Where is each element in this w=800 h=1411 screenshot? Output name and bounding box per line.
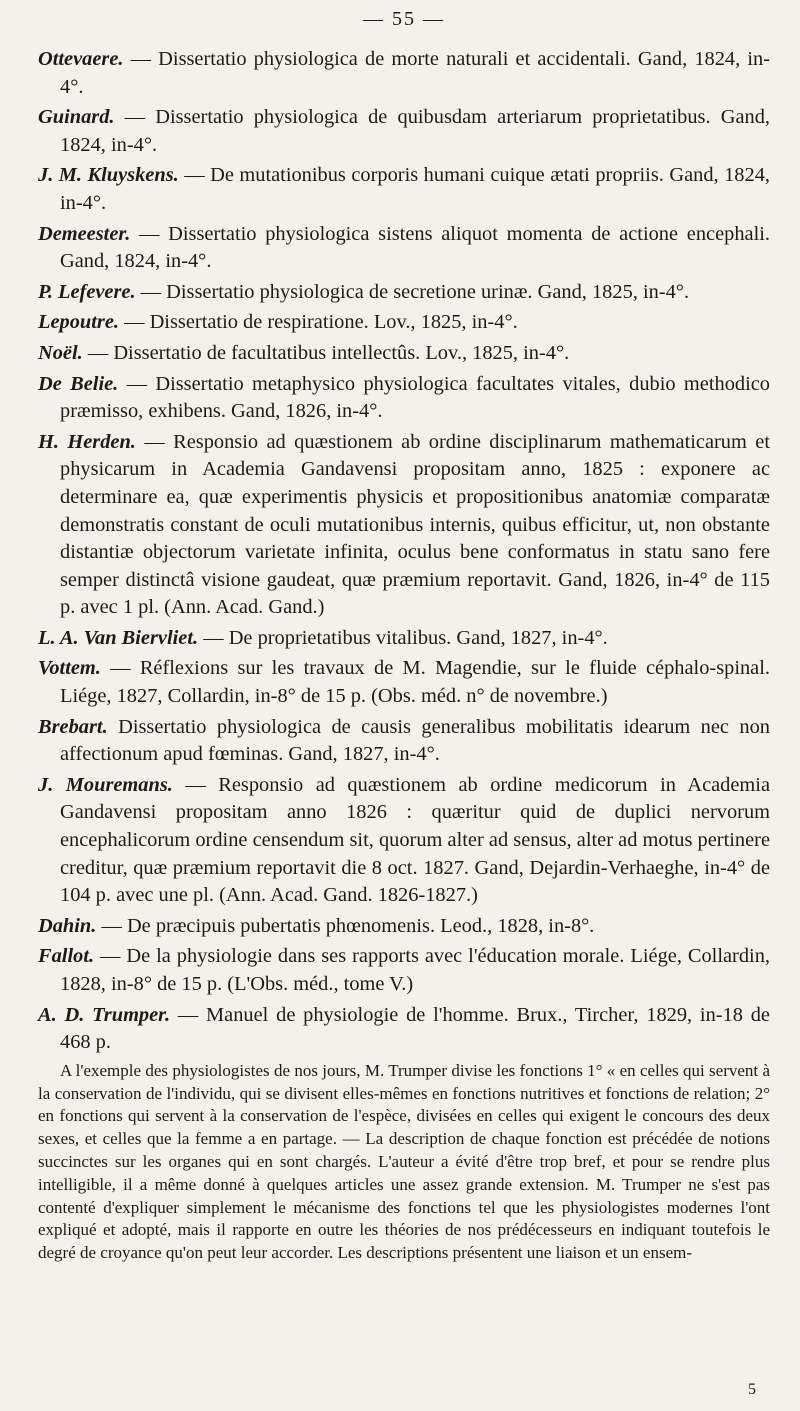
entry-text: — Dissertatio physiologica de quibusdam arteriarum proprietatibus. Gand, 1824, in-4°. bbox=[60, 106, 770, 156]
entry-text: — Réflexions sur les travaux de M. Magendie, sur le fluide céphalo-spinal. Liége, 1827, Collardin, in-8° de 15 p. (Obs. méd. n° de novembre.) bbox=[60, 657, 770, 708]
bibliography-entry bbox=[38, 46, 770, 101]
entry-text: — Responsio ad quæstionem ab ordine disciplinarum mathematicarum et physicarum in Academia Gandavensi propositam anno, 1825 : exponere ac determinare ea, quæ experimentis physicis et propositionibus anatomiæ comparatæ demonstratis constant de oculi mutationibus internis, quibus efficitur, ut, non obstante distantiæ objectorum varietate infinita, oculus bene conformatus in statu sano fere semper distinctâ visione gaudeat, quæ præmium reportavit. Gand, 1826, in-4° de 115 p. avec 1 pl. (Ann. Acad. Gand.) bbox=[60, 430, 770, 619]
entry-author: Vottem. bbox=[38, 657, 101, 680]
entry-author: J. M. Kluyskens. bbox=[38, 164, 179, 187]
bibliography-entry bbox=[38, 429, 770, 622]
entry-author: J. Mouremans. bbox=[38, 773, 173, 796]
entry-text: — Dissertatio physiologica de morte naturali et accidentali. Gand, 1824, in-4°. bbox=[60, 48, 770, 98]
entry-author: P. Lefevere. bbox=[38, 280, 136, 303]
entry-author: Brebart. bbox=[38, 715, 108, 738]
signature-mark: 5 bbox=[748, 1381, 756, 1398]
entry-text: — Dissertatio metaphysico physiologica facultates vitales, dubio methodico præmisso, exhibens. Gand, 1826, in-4°. bbox=[60, 372, 770, 423]
bibliography-entry bbox=[38, 655, 770, 710]
bibliography-entry bbox=[38, 309, 770, 337]
entry-text: — Manuel de physiologie de l'homme. Brux., Tircher, 1829, in-18 de 468 p. bbox=[60, 1003, 770, 1054]
entry-text: Dissertatio physiologica de causis generalibus mobilitatis idearum nec non affectionum apud fœminas. Gand, 1827, in-4°. bbox=[60, 715, 770, 766]
bibliography-entry bbox=[38, 371, 770, 426]
entry-author: L. A. Van Biervliet. bbox=[38, 626, 199, 649]
bibliography-entry bbox=[38, 913, 770, 941]
entry-author: A. D. Trumper. bbox=[38, 1003, 171, 1026]
entry-author: Lepoutre. bbox=[38, 311, 119, 334]
bibliography-entry bbox=[38, 340, 770, 368]
bibliography-entry bbox=[38, 1002, 770, 1057]
entry-text: — De mutationibus corporis humani cuique ætati propriis. Gand, 1824, in-4°. bbox=[60, 164, 770, 214]
entry-author: Dahin. bbox=[38, 914, 97, 937]
bibliography-entry bbox=[38, 943, 770, 998]
entry-author: Ottevaere. bbox=[38, 48, 124, 70]
entry-text: — Dissertatio de facultatibus intellectûs. Lov., 1825, in-4°. bbox=[82, 341, 570, 364]
bibliography-entry bbox=[38, 279, 770, 307]
entry-text: — Responsio ad quæstionem ab ordine medicorum in Academia Gandavensi propositam anno 1826 : quæritur quid de duplici nervorum encephalicorum ordine censendum sit, quorum alter ad sensus, alter ad motus pertinere creditur, quæ præmium reportavit die 8 oct. 1827. Gand, Dejardin-Verhaeghe, in-4° de 104 p. avec une pl. (Ann. Acad. Gand. 1826-1827.) bbox=[60, 773, 771, 907]
bibliography-list bbox=[38, 46, 770, 1057]
page-number: — 55 — bbox=[363, 8, 445, 30]
entry-author: De Belie. bbox=[38, 372, 119, 395]
entry-author: Demeester. bbox=[38, 222, 131, 245]
entry-author: Noël. bbox=[38, 341, 83, 364]
entry-text: — De proprietatibus vitalibus. Gand, 1827, in-4°. bbox=[198, 626, 608, 649]
entry-text: — Dissertatio physiologica sistens aliquot momenta de actione encephali. Gand, 1824, in-4°. bbox=[60, 222, 770, 273]
bibliography-entry bbox=[38, 772, 770, 910]
trumper-note: A l'exemple des physiologistes de nos jours, M. Trumper divise les fonctions 1° « en celles qui servent à la conservation de l'individu, qui se divisent elles-mêmes en fonctions nutritives et fonctions de relation; 2° en fonctions qui servent à la conservation de l'espèce, divisées en celles qui exigent le concours des deux sexes, et celles que la femme a en partage. — La description de chaque fonction est précédée de notions succinctes sur les organes qui en sont chargés. L'auteur a évité d'être trop bref, et pour se rendre plus intelligible, il a même donné à quelques articles une assez grande extension. M. Trumper ne s'est pas contenté d'expliquer simplement le mécanisme des fonctions tel que les physiologistes modernes l'ont expliqué et adopté, mais il rapporte en outre les théories de nos prédécesseurs en indiquant toutefois le degré de croyance qu'on peut leur accorder. Les descriptions présentent une liaison et un ensem- bbox=[38, 1060, 770, 1263]
bibliography-entry bbox=[38, 221, 770, 276]
entry-author: Fallot. bbox=[38, 945, 95, 968]
entry-text: — De præcipuis pubertatis phœnomenis. Leod., 1828, in-8°. bbox=[96, 914, 595, 937]
entry-text: — Dissertatio de respiratione. Lov., 1825, in-4°. bbox=[119, 311, 518, 334]
bibliography-entry bbox=[38, 104, 770, 159]
bibliography-entry bbox=[38, 625, 770, 653]
entry-author: Guinard. bbox=[38, 106, 115, 129]
bibliography-entry bbox=[38, 162, 770, 217]
bibliography-entry bbox=[38, 714, 770, 769]
entry-author: H. Herden. bbox=[38, 430, 136, 453]
entry-text: — De la physiologie dans ses rapports avec l'éducation morale. Liége, Collardin, 1828, in-8° de 15 p. (L'Obs. méd., tome V.) bbox=[60, 945, 770, 995]
entry-text: — Dissertatio physiologica de secretione urinæ. Gand, 1825, in-4°. bbox=[135, 280, 690, 303]
